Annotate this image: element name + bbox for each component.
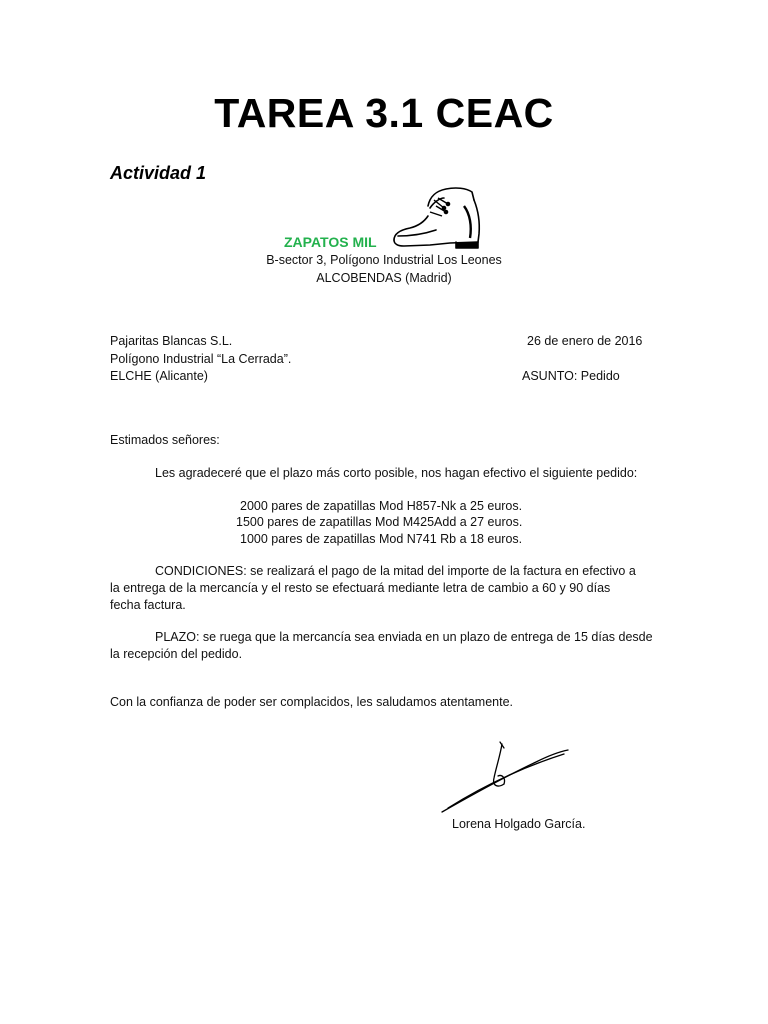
conditions-line2: la entrega de la mercancía y el resto se efectuará mediante letra de cambio a 60 y 90 días xyxy=(110,581,611,595)
intro-paragraph: Les agradeceré que el plazo más corto posible, nos hagan efectivo el siguiente pedido: xyxy=(155,466,638,480)
recipient-line2: Polígono Industrial “La Cerrada”. xyxy=(110,352,292,366)
boot-icon xyxy=(390,186,482,250)
conditions-line1: CONDICIONES: se realizará el pago de la mitad del importe de la factura en efectivo a xyxy=(155,564,636,578)
salutation: Estimados señores: xyxy=(110,433,220,447)
order-item: 1000 pares de zapatillas Mod N741 Rb a 18 euros. xyxy=(240,532,523,546)
plazo-line1: PLAZO: se ruega que la mercancía sea enviada en un plazo de entrega de 15 días desde xyxy=(155,630,653,644)
activity-subtitle: Actividad 1 xyxy=(110,163,207,183)
order-item: 2000 pares de zapatillas Mod H857-Nk a 25 euros. xyxy=(240,499,523,513)
closing-paragraph: Con la confianza de poder ser complacidos, les saludamos atentamente. xyxy=(110,695,514,709)
company-address-line2: ALCOBENDAS (Madrid) xyxy=(316,271,452,285)
order-item: 1500 pares de zapatillas Mod M425Add a 27 euros. xyxy=(236,515,523,529)
letter-date: 26 de enero de 2016 xyxy=(527,334,643,348)
signature-icon xyxy=(440,738,575,818)
letter-subject: ASUNTO: Pedido xyxy=(522,369,620,383)
recipient-line1: Pajaritas Blancas S.L. xyxy=(110,334,233,348)
recipient-line3: ELCHE (Alicante) xyxy=(110,369,208,383)
plazo-line2: la recepción del pedido. xyxy=(110,647,243,661)
page-title: TAREA 3.1 CEAC xyxy=(214,90,554,136)
conditions-line3: fecha factura. xyxy=(110,598,186,612)
company-name: ZAPATOS MIL xyxy=(284,234,377,250)
signer-name: Lorena Holgado García. xyxy=(452,817,586,831)
company-address-line1: B-sector 3, Polígono Industrial Los Leones xyxy=(266,253,502,267)
